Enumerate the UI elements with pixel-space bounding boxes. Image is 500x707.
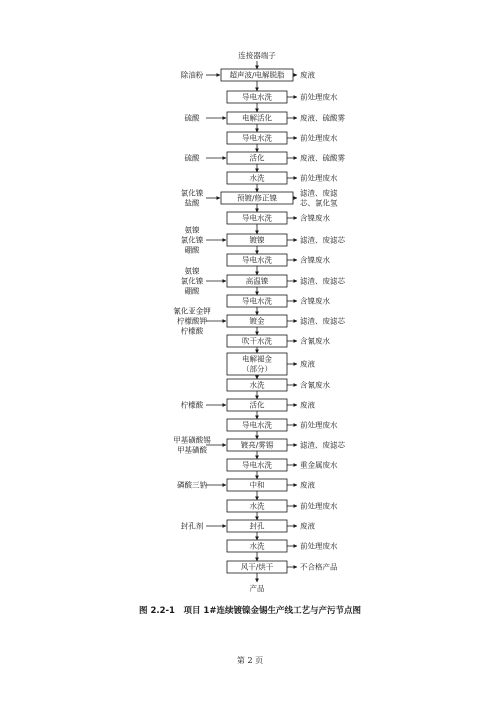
process-step-label: 水洗 (249, 501, 265, 511)
input-material-label: 氰化亚金钾 (173, 306, 211, 316)
process-step-label: 吹干水洗 (242, 336, 272, 346)
start-label: 连接器端子 (238, 51, 276, 60)
output-waste-label: 废液 (300, 400, 315, 410)
output-waste-label: 废液 (300, 480, 315, 490)
output-waste-label: 含氰废水 (300, 336, 330, 346)
output-waste-label: 滤渣、废滤 (300, 188, 338, 198)
output-waste-label: 含氰废水 (300, 380, 330, 390)
process-step-label: 活化 (249, 400, 265, 410)
figure-caption: 图 2.2-1 项目 1#连续镀镍金锡生产线工艺与产污节点图 (139, 606, 361, 616)
process-step-label: 预镀/修正镍 (236, 193, 278, 203)
output-waste-label: 含镍废水 (300, 296, 330, 306)
output-waste-label: 前处理废水 (300, 173, 338, 183)
process-step-label: 超声波/电解脱脂 (229, 70, 285, 80)
input-material-label: 硼酸 (184, 245, 200, 255)
process-step-label: 镀镍 (249, 235, 265, 245)
input-material-label: 柠檬酸 (180, 400, 204, 410)
process-step-label: 导电水洗 (242, 255, 272, 265)
input-material-label: 硼酸 (184, 286, 200, 296)
input-material-label: 封孔剂 (180, 521, 204, 531)
end-label: 产品 (249, 584, 265, 593)
process-step-label: 风干/烘干 (240, 562, 274, 572)
input-material-label: 氨镍 (184, 266, 200, 276)
output-waste-label: 滤渣、废滤芯 (300, 440, 345, 450)
process-step-label: 导电水洗 (242, 296, 272, 306)
input-material-label: 氨镍 (184, 225, 200, 235)
process-step-label: 镀金 (249, 316, 265, 326)
input-material-label: 氯化镍 (180, 188, 204, 198)
process-step-label: 导电水洗 (242, 420, 272, 430)
process-step-label: 活化 (249, 153, 265, 163)
process-step-label: 导电水洗 (242, 460, 272, 470)
output-waste-label: 前处理废水 (300, 501, 338, 511)
input-material-label: 柠檬酸钾 (177, 316, 207, 326)
input-material-label: 除油粉 (180, 70, 204, 80)
process-step-label: 高温镍 (245, 276, 269, 286)
page-number: 第 2 页 (236, 656, 264, 665)
input-material-label: 磷酸三钠 (177, 480, 207, 490)
output-waste-label: 不合格产品 (300, 562, 338, 572)
input-material-label: 氯化镍 (180, 235, 204, 245)
output-waste-label: 废液、硫酸雾 (300, 113, 345, 123)
input-material-label: 硫酸 (184, 113, 200, 123)
process-step-label: 水洗 (249, 380, 265, 390)
input-material-label: 盐酸 (184, 198, 200, 208)
output-waste-label: 废液 (300, 359, 315, 369)
output-waste-label: 前处理废水 (300, 420, 338, 430)
input-material-label: 硫酸 (184, 153, 200, 163)
output-waste-label: 废液 (300, 70, 315, 80)
process-step-label: 水洗 (249, 541, 265, 551)
output-waste-label: 重金属废水 (300, 460, 338, 470)
process-step-label: 导电水洗 (242, 92, 272, 102)
output-waste-label: 滤渣、废滤芯 (300, 235, 345, 245)
output-waste-label: 废液 (300, 521, 315, 531)
output-waste-label: 前处理废水 (300, 92, 338, 102)
process-step-label: 封孔 (249, 521, 265, 531)
input-material-label: 甲基磺酸锡 (173, 435, 211, 445)
output-waste-label: 前处理废水 (300, 541, 338, 551)
output-waste-label: 含镍废水 (300, 255, 330, 265)
output-waste-label: 滤渣、废滤芯 (300, 316, 345, 326)
process-step-label: 水洗 (249, 173, 265, 183)
output-waste-label: 含镍废水 (300, 213, 330, 223)
output-waste-label: 前处理废水 (300, 133, 338, 143)
process-step-label: 导电水洗 (242, 133, 272, 143)
process-step-label: （部分） (242, 364, 272, 374)
output-waste-label: 滤渣、废滤芯 (300, 276, 345, 286)
process-step-label: 镀亮/雾锡 (240, 440, 274, 450)
process-step-label: 中和 (249, 480, 265, 490)
process-step-label: 导电水洗 (242, 213, 272, 223)
output-waste-label: 芯、氯化氢 (300, 198, 338, 208)
input-material-label: 柠檬酸 (180, 326, 204, 336)
input-material-label: 氯化镍 (180, 276, 204, 286)
process-step-label: 电解褪金 (242, 354, 272, 364)
output-waste-label: 废液、硫酸雾 (300, 153, 345, 163)
process-step-label: 电解活化 (242, 113, 272, 123)
input-material-label: 甲基磺酸 (177, 445, 207, 455)
